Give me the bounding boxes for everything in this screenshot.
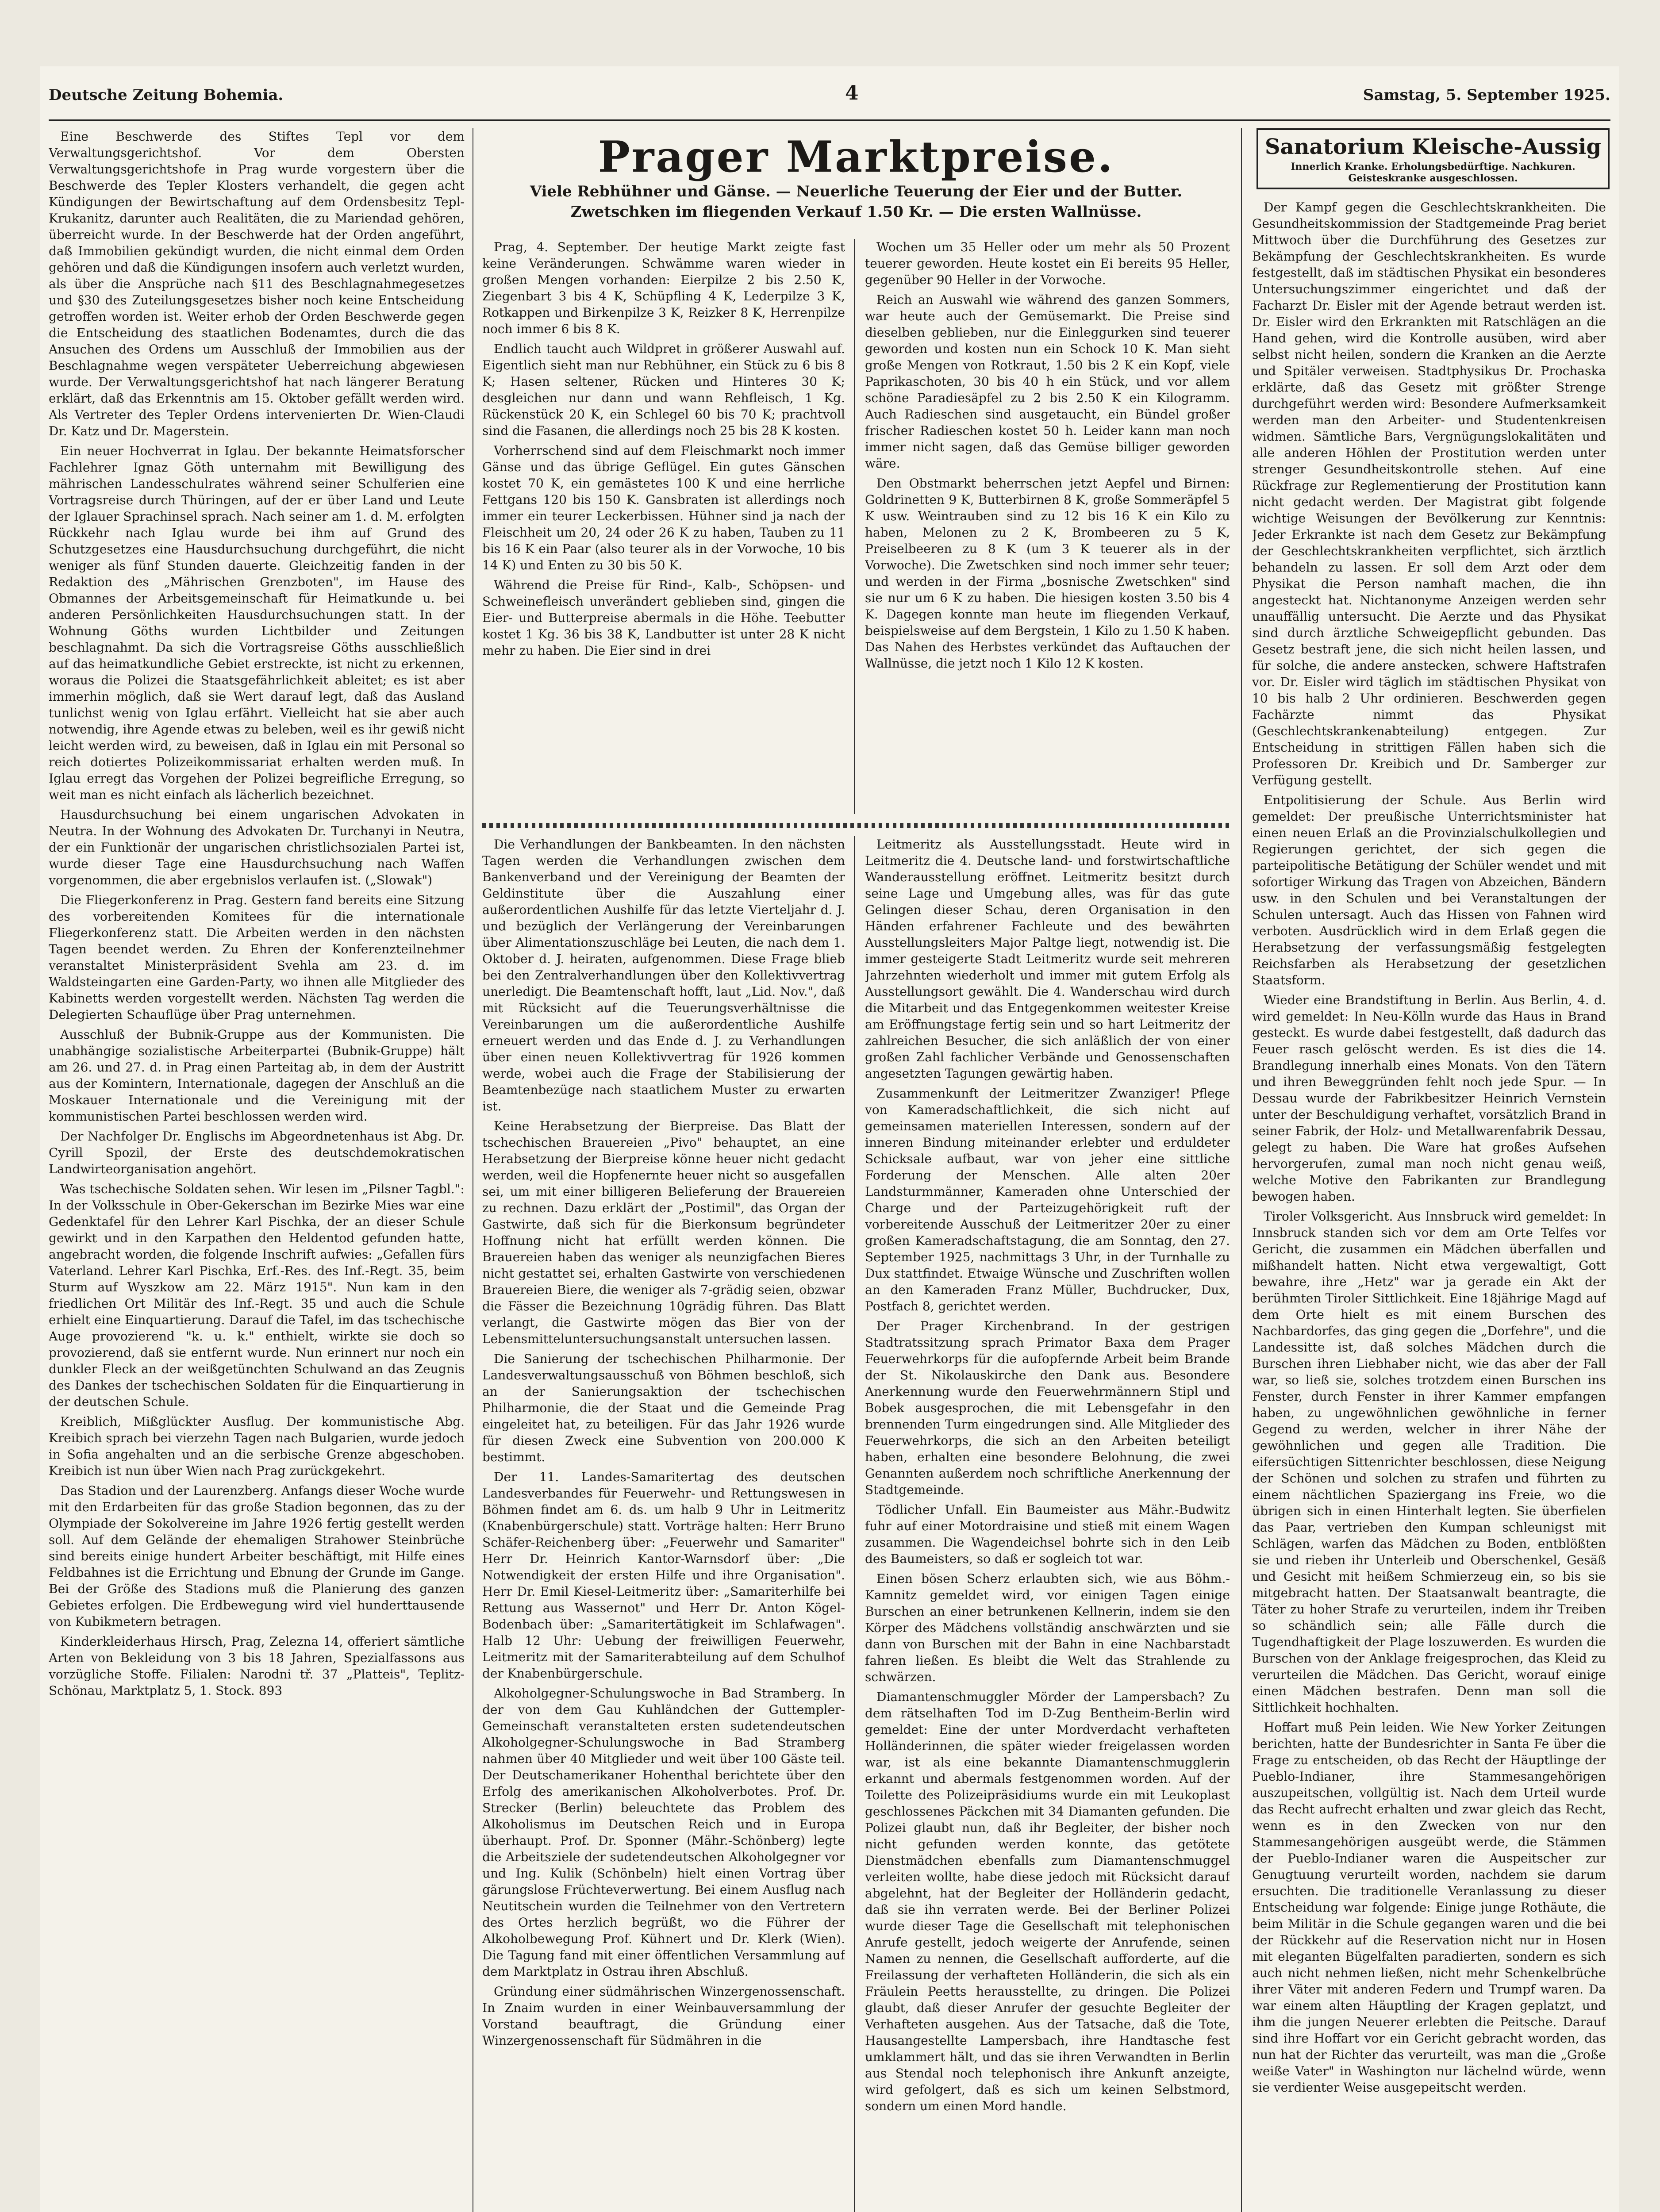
column-3-news bbox=[865, 836, 1230, 2212]
article-paragraph: Wochen um 35 Heller oder um mehr als 50 Prozent teuerer geworden. Heute kostet ein Ei bereits 95 Heller, gegenüber 90 Heller in der Vorwoche. bbox=[865, 240, 1230, 287]
article-paragraph: Die Sanierung der tschechischen Philharmonie. Der Landesverwaltungsausschuß von Böhmen beschloß, sich an der Sanierungsaktion der tschechischen Philharmonie, die der Staat und die Gemeinde Prag eingeleitet hat, zu beteiligen. Für das Jahr 1926 wurde für diesen Zweck eine Subvention von 200.000 K bestimmt. bbox=[482, 1352, 845, 1464]
article-headline bbox=[482, 133, 1230, 222]
article-paragraph: Entpolitisierung der Schule. Aus Berlin wird gemeldet: Der preußische Unterrichtsminister hat einen neuen Erlaß an die Provinzialschulkollegien und Regierungen gerichtet, der sich gegen die parteipolitische Betätigung der Schüler wendet und mit sofortiger Wirkung das Tragen von Abzeichen, Bändern usw. in den Schulen und bei Veranstaltungen der Schulen untersagt. Auch das Hissen von Fahnen wird verboten. Ausdrücklich wird in dem Erlaß gegen die Herabsetzung der verfassungsmäßig festgelegten Reichsfarben als Herabsetzung der gesetzlichen Staatsform. bbox=[1252, 793, 1606, 987]
advert-subtitle: Innerlich Kranke. Erholungsbedürftige. Nachkuren. Geisteskranke ausgeschlossen. bbox=[1291, 161, 1575, 184]
article-paragraph: Endlich taucht auch Wildpret in größerer Auswahl auf. Eigentlich sieht man nur Rebhühner, ein Stück zu 6 bis 8 K; Hasen seltener, Rücken und Hinteres 30 K; desgleichen nur dann und wann Rehfleisch, 1 Kg. Rückenstück 20 K, ein Schlegel 60 bis 70 K; prachtvoll sind die Fasanen, die allerdings noch 25 bis 28 K kosten. bbox=[482, 342, 845, 438]
paper-name: Deutsche Zeitung Bohemia. bbox=[49, 86, 284, 104]
advert-title: Sanatorium Kleische-Aussig bbox=[1264, 134, 1602, 159]
article-paragraph: Kinderkleiderhaus Hirsch, Prag, Zelezna 14, offeriert sämtliche Arten von Bekleidung von 3 bis 18 Jahren, Spezialfassons aus vorzügliche Stoffe. Filialen: Narodni tř. 37 „Platteis", Teplitz-Schönau, Marktplatz 5, 1. Stock. 893 bbox=[49, 1634, 465, 1698]
page-header bbox=[49, 82, 1610, 108]
headline-subtitle-1: Viele Rebhühner und Gänse. — Neuerliche Teuerung der Eier und der Butter. bbox=[530, 183, 1183, 200]
article-paragraph: Tödlicher Unfall. Ein Baumeister aus Mähr.-Budwitz fuhr auf einer Motordraisine und stieß mit einem Wagen zusammen. Die Wagendeichsel bohrte sich in den Leib des Baumeisters, so daß er sogleich tot war. bbox=[865, 1502, 1230, 1566]
column-3-market bbox=[865, 239, 1230, 814]
column-2-news bbox=[482, 836, 845, 2212]
article-paragraph: Wieder eine Brandstiftung in Berlin. Aus Berlin, 4. d. wird gemeldet: In Neu-Kölln wurde das Haus in Brand gesteckt. Es wurde dabei festgestellt, daß dadurch das Feuer rasch gelöscht werden. Es ist dies die 14. Brandlegung innerhalb eines Monats. Von den Tätern und ihren Beweggründen fehlt noch jede Spur. — In Dessau wurde der Fabrikbesitzer Heinrich Vernstein unter der Beschuldigung verhaftet, vorsätzlich Brand in seiner Fabrik, der Holz- und Metallwarenfabrik Dessau, gelegt zu haben. Die Ware hat großes Aufsehen hervorgerufen, zumal man noch nicht genau weiß, welche Motive den Fabrikanten zur Brandlegung bewogen haben. bbox=[1252, 993, 1606, 1204]
article-paragraph: Prag, 4. September. Der heutige Markt zeigte fast keine Veränderungen. Schwämme waren wieder in großen Mengen vorhanden: Eierpilze 2 bis 2.50 K, Ziegenbart 3 bis 4 K, Schüpfling 4 K, Lederpilze 3 K, Rotkappen und Birkenpilze 3 K, Reizker 8 K, Herrenpilze noch immer 6 bis 8 K. bbox=[482, 240, 845, 336]
article-paragraph: Während die Preise für Rind-, Kalb-, Schöpsen- und Schweinefleisch unverändert geblieben sind, gingen die Eier- und Butterpreise abermals in die Höhe. Teebutter kostet 1 Kg. 36 bis 38 K, Landbutter ist unter 28 K nicht mehr zu haben. Die Eier sind in drei bbox=[482, 578, 845, 658]
article-paragraph: Den Obstmarkt beherrschen jetzt Aepfel und Birnen: Goldrinetten 9 K, Butterbirnen 8 K, große Sommeräpfel 5 K usw. Weintrauben sind zu 12 bis 16 K ein Kilo zu haben, Melonen zu 2 K, Brombeeren zu 5 K, Preiselbeeren zu 8 K (um 3 K teuerer als in der Vorwoche). Die Zwetschken sind noch immer sehr teuer; und werden in der Firma „bosnische Zwetschken" sind sie nur um 6 K zu haben. Die hiesigen kosten 3.50 bis 4 K. Dagegen konnte man heute im fliegenden Verkauf, beispielsweise auf dem Bergstein, 1 Kilo zu 1.50 K haben. Das Nahen des Herbstes verkündet das Auftauchen der Wallnüsse, die jetzt noch 1 Kilo 12 K kosten. bbox=[865, 476, 1230, 671]
issue-date: Samstag, 5. September 1925. bbox=[1363, 86, 1610, 104]
page-number: 4 bbox=[845, 82, 859, 104]
article-paragraph: Vorherrschend sind auf dem Fleischmarkt noch immer Gänse und das übrige Geflügel. Ein gutes Gänschen kostet 70 K, ein gemästetes 100 K und eine herrliche Fettgans 120 bis 150 K. Gansbraten ist allerdings noch immer ein teurer Leckerbissen. Hühner sind ja nach der Fleischheit um 20, 24 oder 26 K zu haben, Tauben zu 11 bis 16 K ein Paar (also teurer als in der Vorwoche, 10 bis 14 K) und Enten zu 30 bis 50 K. bbox=[482, 443, 845, 572]
column-1 bbox=[49, 128, 465, 2212]
column-divider bbox=[1241, 128, 1242, 2212]
headline-subtitle-2: Zwetschken im fliegenden Verkauf 1.50 Kr. — Die ersten Wallnüsse. bbox=[570, 203, 1142, 221]
article-paragraph: Das Stadion und der Laurenzberg. Anfangs dieser Woche wurde mit den Erdarbeiten für das große Stadion begonnen, das zu der Olympiade der Sokolvereine im Jahre 1926 fertig gestellt werden soll. Auf dem Gelände der ehemaligen Strahower Steinbrüche sind bereits einige hundert Arbeiter beschäftigt, mit Hilfe eines Feldbahnes ist die Errichtung und Ebnung der Grunde im Gange. Bei der Größe des Stadions muß die Planierung des ganzen Gebietes erfolgen. Die Erdbewegung wird viel hunderttausende von Kubikmetern betragen. bbox=[49, 1483, 465, 1629]
article-paragraph: Zusammenkunft der Leitmeritzer Zwanziger! Pflege von Kameradschaftlichkeit, die sich nicht auf gemeinsamen materiellen Interessen, sondern auf der inneren Bindung miteinander erlebter und erduldeter Schicksale aufbaut, war von jeher eine sittliche Forderung der Menschen. Alle alten 20er Landsturmmänner, Kameraden ohne Unterschied der Charge und der Parteizugehörigkeit ruft der vorbereitende Ausschuß der Leitmeritzer 20er zu einer großen Kameradschaftstagung, die am Sonntag, den 27. September 1925, nachmittags 3 Uhr, in der Turnhalle zu Dux stattfindet. Etwaige Wünsche und Zuschriften wollen an den Kameraden Franz Müller, Buchdrucker, Dux, Postfach 8, gerichtet werden. bbox=[865, 1086, 1230, 1313]
article-paragraph: Die Fliegerkonferenz in Prag. Gestern fand bereits eine Sitzung des vorbereitenden Komitees für die internationale Fliegerkonferenz statt. Die Arbeiten werden in den nächsten Tagen beendet werden. Zu Ehren der Konferenzteilnehmer veranstaltet Ministerpräsident Svehla am 23. d. im Waldsteingarten eine Garden-Party, wo ihnen alle Mitglieder des Kabinetts werden vorgestellt werden. Nächsten Tag werden die Delegierten Schauflüge über Prag unternehmen. bbox=[49, 893, 465, 1022]
column-divider bbox=[854, 239, 855, 814]
article-paragraph: Der 11. Landes-Samaritertag des deutschen Landesverbandes für Feuerwehr- und Rettungswesen in Böhmen findet am 6. ds. um halb 9 Uhr in Leitmeritz (Knabenbürgerschule) statt. Vorträge halten: Herr Bruno Schäfer-Reichenberg über: „Feuerwehr und Samariter" Herr Dr. Heinrich Kantor-Warnsdorf über: „Die Notwendigkeit der ersten Hilfe und ihre Organisation". Herr Dr. Emil Kiesel-Leitmeritz über: „Samariterhilfe bei Rettung aus Wassernot" und Herr Dr. Anton Kögel-Bodenbach über: „Samaritertätigkeit im Schlafwagen". Halb 12 Uhr: Uebung der freiwilligen Feuerwehr, Leitmeritz mit der Samariterabteilung auf dem Schulhof der Knabenbürgerschule. bbox=[482, 1470, 845, 1681]
article-paragraph: Tiroler Volksgericht. Aus Innsbruck wird gemeldet: In Innsbruck standen sich vor dem am Orte Telfes vor Gericht, die zusammen ein Mädchen überfallen und mißhandelt hatten. Nicht etwa vergewaltigt, Gott bewahre, ihre „Hetz" war ja gerade ein Akt der berühmten Tiroler Sittlichkeit. Eine 18jährige Magd auf dem Orte hielt es mit einem Burschen des Nachbardorfes, das ging gegen die „Dorfehre", und die Landessitte ist, daß solches Mädchen durch die Burschen ihren Liebhaber nicht, wie das aber der Fall war, so ließ sie, solches trotzdem einen Burschen ins Fenster, durch Fenster in ihrer Kammer empfangen haben, zu ungewöhnlichen gewöhnliche in ferner Gegend zu werden, welcher in ihrer Nähe der gewöhnlichen und gegen alle Tradition. Die eifersüchtigen Sittenrichter beschlossen, diese Neigung der Schönen und solchen zu strafen und führten zu einem nächtlichen Spaziergang ins Freie, wo die übrigen sich in einen Hinterhalt legten. Sie überfielen das Paar, vertrieben den Kumpan schleunigst mit Schlägen, warfen das Mädchen zu Boden, entblößten sie und rieben ihr Unterleib und Oberschenkel, Gesäß und Gesicht mit heißem Schmierzeug ein, so bis sie mitgebracht hatten. Der Staatsanwalt beantragte, die Täter zu hoher Strafe zu verurteilen, indem ihr Treiben so schändlich sein; alle Fälle durch die Tugendhaftigkeit der Plage loszuwerden. Es wurden die Burschen von der Anklage freigesprochen, das Kleid zu verurteilen die Mädchen. Das Gericht, worauf einige einen Mädchen bestrafen. Denn man soll die Sittlichkeit hochhalten. bbox=[1252, 1209, 1606, 1715]
article-paragraph: Diamantenschmuggler Mörder der Lampersbach? Zu dem rätselhaften Tod im D-Zug Bentheim-Berlin wird gemeldet: Eine der unter Mordverdacht verhafteten Holländerinnen, die später wieder freigelassen worden war, ist als eine bekannte Diamantenschmugglerin erkannt und abermals festgenommen worden. Auf der Toilette des Polizeipräsidiums wurde ein mit Leukoplast geschlossenes Päckchen mit 34 Diamanten gefunden. Die Polizei glaubt nun, daß ihr Begleiter, der bisher noch nicht gefunden werden konnte, das getötete Dienstmädchen ebenfalls zum Diamantenschmuggel verleiten wollte, habe diese jedoch mit Rücksicht darauf abgelehnt, hat der Begleiter der Holländerin gedacht, daß sie ihn verraten werde. Bei der Berliner Polizei wurde dieser Tage die Gesellschaft mit telephonischen Anrufe gestellt, jedoch weigerte der Anrufende, seinen Namen zu nennen, die Gesellschaft aufforderte, auf die Freilassung der verhafteten Holländerin, die sich als ein Fräulein Peetts herausstellte, zu dringen. Die Polizei glaubt, daß dieser Anrufer der gesuchte Begleiter der Verhafteten ausgehen. Aus der Tatsache, daß die Tote, Hausangestellte Lampersbach, ihre Handtasche fest umklammert hält, und das sie ihren Verwandten in Berlin aus Stendal noch telephonisch ihre Ankunft anzeigte, wird gefolgert, daß es sich um keinen Selbstmord, sondern um einen Mord handle. bbox=[865, 1690, 1230, 2113]
article-paragraph: Der Nachfolger Dr. Englischs im Abgeordnetenhaus ist Abg. Dr. Cyrill Spozil, der Erste des deutschdemokratischen Landwirteorganisation angehört. bbox=[49, 1129, 465, 1176]
column-4 bbox=[1252, 199, 1606, 2212]
sanatorium-advert bbox=[1257, 128, 1610, 189]
column-2-market bbox=[482, 239, 845, 814]
article-paragraph: Was tschechische Soldaten sehen. Wir lesen im „Pilsner Tagbl.": In der Volksschule in Ober-Gekerschan im Bezirke Mies war eine Gedenktafel für den Lehrer Karl Pischka, der an dieser Schule gewirkt und in den Karpathen den Heldentod gefunden hatte, angebracht worden, die folgende Inschrift aufwies: „Gefallen fürs Vaterland. Lehrer Karl Pischka, Erf.-Res. des Inf.-Regt. 35, beim Sturm auf Wyszkow am 22. März 1915". Nun kam in den friedlichen Ort Militär des Inf.-Regt. 35 und auch die Schule erhielt eine Einquartierung. Darauf die Tafel, im das tschechische Auge provozierend "k. u. k." enthielt, wirkte sie doch so provozierend, daß sie entfernt wurde. Nun erinnert nur noch ein dunkler Fleck an der weißgetünchten Schulwand an das Zeugnis des Dankes der tschechischen Soldaten für die Einquartierung in der deutschen Schule. bbox=[49, 1182, 465, 1409]
article-paragraph: Der Kampf gegen die Geschlechtskrankheiten. Die Gesundheitskommission der Stadtgemeinde Prag beriet Mittwoch über die Durchführung des Gesetzes zur Bekämpfung der Geschlechtskrankheiten. Es wurde festgestellt, daß im städtischen Physikat ein besonderes Untersuchungszimmer eingerichtet und daß der Facharzt Dr. Eisler mit der Agende betraut werden ist. Dr. Eisler wird den Erkrankten mit Ratschlägen an die Hand gehen, wird die Kontrolle ausüben, wird aber selbst nicht heilen, sondern die Kranken an die Aerzte und Spitäler verweisen. Stadtphysikus Dr. Prochaska erklärte, daß das Gesetz mit größter Strenge durchgeführt werden wird: Besondere Aufmerksamkeit werden man den Arbeiter- und Studentenkreisen widmen. Sämtliche Bars, Vergnügungslokalitäten und alle anderen Höhlen der Prostitution werden unter strenger Gesundheitskontrolle stehen. Auf eine Rückfrage zur Reglementierung der Prostitution kann nicht gedacht werden. Der Magistrat gibt folgende wichtige Weisungen der Bevölkerung zur Kenntnis: Jeder Erkrankte ist nach dem Gesetz zur Bekämpfung der Geschlechtskrankheiten verpflichtet, sich ärztlich behandeln zu lassen. Er soll dem Arzt oder dem Physikat die Person namhaft machen, die ihn angesteckt hat. Nichtanonyme Anzeigen werden sehr unauffällig untersucht. Die Aerzte und das Physikat sind durch ärztliche Schweigepflicht gebunden. Das Gesetz bestraft jene, die sich nicht heilen lassen, und für solche, die andere anstecken, schwere Haftstrafen vor. Dr. Eisler wird täglich im städtischen Physikat von 10 bis halb 2 Uhr ordinieren. Beschwerden gegen Fachärzte nimmt das Physikat (Geschlechtskrankenabteilung) entgegen. Zur Entscheidung in strittigen Fällen haben sich die Professoren Dr. Kreibich und Dr. Samberger zur Verfügung gestellt. bbox=[1252, 200, 1606, 787]
headline-title: Prager Marktpreise. bbox=[598, 132, 1114, 182]
article-paragraph: Einen bösen Scherz erlaubten sich, wie aus Böhm.-Kamnitz gemeldet wird, vor einigen Tagen einige Burschen an einer betrunkenen Kellnerin, indem sie den Körper des Mädchens vollständig anschwärzten und sie dann von Burschen mit der Bahn in eine Nachbarstadt fahren ließen. Es bleibt die Welt das Strahlende zu schwärzen. bbox=[865, 1571, 1230, 1684]
article-paragraph: Leitmeritz als Ausstellungsstadt. Heute wird in Leitmeritz die 4. Deutsche land- und forstwirtschaftliche Wanderausstellung eröffnet. Leitmeritz besitzt durch seine Lage und Umgebung alles, was für das gute Gelingen dieser Schau, deren Organisation in den Händen erfahrener Fachleute und des bewährten Ausstellungsleiters Major Paltge liegt, notwendig ist. Die immer gesteigerte Stadt Leitmeritz wurde seit mehreren Jahrzehnten wiederholt und immer mit gutem Erfolg als Ausstellungsort gewählt. Die 4. Wanderschau wird durch die Mitarbeit und das Entgegenkommen weitester Kreise am Eröffnungstage fertig sein und so hart Leitmeritz der zahlreichen Besucher, die sich anläßlich der von einer großen Zahl fachlicher Verbände und Genossenschaften angesetzten Tagungen gewärtig haben. bbox=[865, 837, 1230, 1081]
header-rule bbox=[49, 119, 1610, 121]
article-paragraph: Gründung einer südmährischen Winzergenossenschaft. In Znaim wurden in einer Weinbauversammlung der Vorstand beauftragt, die Gründung einer Winzergenossenschaft für Südmähren in die bbox=[482, 1984, 845, 2048]
article-paragraph: Eine Beschwerde des Stiftes Tepl vor dem Verwaltungsgerichtshof. Vor dem Obersten Verwaltungsgerichtshofe in Prag wurde vorgestern über die Beschwerde des Tepler Klosters verhandelt, die gegen acht Kündigungen der Bewirtschaftung auf dem Ordensbesitz Tepl-Krukanitz, darunter auch Realitäten, die zu Mariendad gehören, überreicht wurde. In der Beschwerde hat der Orden angeführt, daß Immobilien gekündigt wurden, die nicht einmal dem Orden gehören und daß die Kündigungen insofern auch verletzt wurden, als über die Ansprüche nach §11 des Beschlagnahmegesetzes und §30 des Zuteilungsgesetzes bisher noch keine Entscheidung getroffen worden ist. Weiter erhob der Orden Beschwerde gegen die Entscheidung des staatlichen Bodenamtes, durch die das Ansuchen des Ordens um Ausschluß der Immobilien aus der Beschlagnahme wegen verspäteter Ueberreichung abgewiesen wurde. Der Verwaltungsgerichtshof hat nach längerer Beratung erklärt, daß das Erkenntnis am 15. Oktober gefällt werden wird. Als Vertreter des Tepler Ordens intervenierten Dr. Wien-Claudi Dr. Katz und Dr. Magerstein. bbox=[49, 129, 465, 438]
article-paragraph: Keine Herabsetzung der Bierpreise. Das Blatt der tschechischen Brauereien „Pivo" behauptet, an eine Herabsetzung der Bierpreise könne heuer nicht gedacht werden, weil die Hopfenernte heuer nicht so ausgefallen sei, um mit einer billigeren Belieferung der Brauereien zu rechnen. Dazu erklärt der „Postimil", das Organ der Gastwirte, daß sich für die Bierkonsum begründeter Hoffnung nicht hat erfüllt werden können. Die Brauereien haben das weniger als neunzigfachen Bieres nicht gestattet sei, erhalten Gastwirte von verschiedenen Brauereien Biere, die weniger als 7-grädig seien, obzwar die Fässer die Bezeichnung 10grädig führen. Das Blatt verlangt, die Gastwirte mögen das Bier von der Lebensmitteluntersuchungsanstalt untersuchen lassen. bbox=[482, 1119, 845, 1346]
article-paragraph: Alkoholgegner-Schulungswoche in Bad Stramberg. In der von dem Gau Kuhländchen der Guttempler-Gemeinschaft veranstalteten ersten sudetendeutschen Alkoholgegner-Schulungswoche in Bad Stramberg nahmen über 40 Mitglieder und weit über 100 Gäste teil. Der Deutschamerikaner Hohenthal berichtete über den Erfolg des amerikanischen Alkoholverbotes. Prof. Dr. Strecker (Berlin) beleuchtete das Problem des Alkoholismus im Deutschen Reich und in Europa überhaupt. Prof. Dr. Sponner (Mähr.-Schönberg) legte die Arbeitsziele der sudetendeutschen Alkoholgegner vor und Ing. Kulik (Schönbeln) hielt einen Vortrag über gärungslose Früchteverwertung. Bei einem Ausflug nach Neutitschein wurden die Teilnehmer von den Vertretern des Ortes herzlich begrüßt, wo die Führer der Alkoholbewegung Prof. Kühnert und Dr. Klerk (Wien). Die Tagung fand mit einer öffentlichen Versammlung auf dem Marktplatz in Ostrau ihren Abschluß. bbox=[482, 1686, 845, 1979]
article-paragraph: Hausdurchsuchung bei einem ungarischen Advokaten in Neutra. In der Wohnung des Advokaten Dr. Turchanyi in Neutra, der ein Funktionär der ungarischen christlichsozialen Partei ist, wurde dieser Tage eine Hausdurchsuchung nach Waffen vorgenommen, die aber ergebnislos verlaufen ist. („Slowak") bbox=[49, 807, 465, 887]
article-paragraph: Die Verhandlungen der Bankbeamten. In den nächsten Tagen werden die Verhandlungen zwischen dem Bankenverband und der Vereinigung der Beamten der Geldinstitute über die Auszahlung einer außerordentlichen Aushilfe für das letzte Vierteljahr d. J. und bezüglich der Verlängerung der Vereinbarungen über Alimentationszuschläge bei Leuten, die nach dem 1. Oktober d. J. heiraten, aufgenommen. Diese Frage blieb bei den Zentralverhandlungen über den Kollektivvertrag unerledigt. Die Beamtenschaft hofft, laut „Lid. Nov.", daß mit Rücksicht auf die Teuerungsverhältnisse die Vereinbarungen um die außerordentliche Aushilfe erneuert werden und das Ende d. J. zu Verhandlungen über einen neuen Kollektivvertrag für 1926 kommen werde, wobei auch die Frage der Stabilisierung der Beamtenbezüge nach staatlichem Muster zu erwarten ist. bbox=[482, 837, 845, 1114]
article-paragraph: Kreiblich, Mißglückter Ausflug. Der kommunistische Abg. Kreibich sprach bei vierzehn Tagen nach Bulgarien, wurde jedoch in Sofia angehalten und an die serbische Grenze abgeschoben. Kreibich ist nun über Wien nach Prag zurückgekehrt. bbox=[49, 1414, 465, 1478]
article-paragraph: Hoffart muß Pein leiden. Wie New Yorker Zeitungen berichten, hatte der Bundesrichter in Santa Fe über die Frage zu entscheiden, ob das Recht der Häuptlinge der Pueblo-Indianer, ihre Stammesangehörigen auszupeitschen, vollgültig ist. Nach dem Urteil wurde das Recht aufrecht erhalten und zwar gleich das Recht, wenn es in den Zwecken von nur den Stammesangehörigen ausgeübt werde, die Stämmen der Pueblo-Indianer waren die Auspeitscher zur Genugtuung verurteilt worden, nachdem sie darum ersuchten. Die traditionelle Veranlassung zu dieser Entscheidung war folgende: Einige junge Rothäute, die beim Militär in die Schule gegangen waren und die bei der Rückkehr auf die Reservation nicht nur in Hosen mit eleganten Bügelfalten paradierten, sondern es sich auch nicht nehmen ließen, nicht mehr Schenkelbrüche ihrer Väter mit anderen Federn und Trumpf waren. Da war einem alten Häuptling der Kragen geplatzt, und ihm die jungen Neuerer erlebten die Peitsche. Darauf sind ihre Hoffart vor ein Gericht gebracht worden, das nun hat der Richter das verurteilt, was man die „Große weiße Vater" in Washington nur lächelnd würde, wenn sie verdienter Weise ausgepeitscht werden. bbox=[1252, 1720, 1606, 2095]
article-paragraph: Ein neuer Hochverrat in Iglau. Der bekannte Heimatsforscher Fachlehrer Ignaz Göth unternahm mit Bewilligung des mährischen Landesschulrates während seiner Schulferien eine Vortragsreise durch Thüringen, auf der er über Land und Leute der Iglauer Sprachinsel sprach. Nach seiner am 1. d. M. erfolgten Rückkehr nach Iglau wurde bei ihm auf Grund des Schutzgesetzes eine Hausdurchsuchung durchgeführt, die nicht weniger als fünf Stunden dauerte. Gleichzeitig fanden in der Redaktion des „Mährischen Grenzboten", im Hause des Obmannes der Arbeitsgemeinschaft für Heimatkunde u. bei anderen Persönlichkeiten Hausdurchsuchungen statt. In der Wohnung Göths wurden Lichtbilder und Zeitungen beschlagnahmt. Da sich die Vortragsreise Göths ausschließlich auf das heimatkundliche Gebiet erstreckte, ist nicht zu erkennen, woraus die Polizei die Staatsgefährlichkeit ableitet; es ist aber immerhin möglich, daß sie Wert darauf legt, daß das Ausland tunlichst wenig von Iglau erfährt. Vielleicht hat sie aber auch notwendig, ihre Agende etwas zu beleben, weil es ihr gewiß nicht leicht werden wird, zu beweisen, daß in Iglau ein mit Personal so reich dotiertes Polizeikommissariat erhalten werden muß. In Iglau erregt das Vorgehen der Polizei begreifliche Erregung, so weit man es nicht einfach als lächerlich bezeichnet. bbox=[49, 444, 465, 802]
column-divider bbox=[854, 836, 855, 2212]
article-paragraph: Der Prager Kirchenbrand. In der gestrigen Stadtratssitzung sprach Primator Baxa dem Prager Feuerwehrkorps für die aufopfernde Arbeit beim Brande der St. Nikolauskirche den Dank aus. Besondere Anerkennung wurde den Feuerwehrmännern Stipl und Bobek ausgesprochen, die mit Lebensgefahr in den brennenden Turm eingedrungen sind. Alle Mitglieder des Feuerwehrkorps, die sich an den Arbeiten beteiligt haben, erhalten eine besondere Belohnung, die zwei Genannten außerdem noch schriftliche Anerkennung der Stadtgemeinde. bbox=[865, 1319, 1230, 1497]
section-divider bbox=[482, 823, 1230, 828]
article-paragraph: Ausschluß der Bubnik-Gruppe aus der Kommunisten. Die unabhängige sozialistische Arbeiterpartei (Bubnik-Gruppe) hält am 26. und 27. d. in Prag einen Parteitag ab, in dem der Austritt aus der Komintern, Internationale, dagegen der Anschluß an die Moskauer Internationale und die Vereinigung mit der kommunistischen Partei beschlossen werden wird. bbox=[49, 1027, 465, 1124]
article-paragraph: Reich an Auswahl wie während des ganzen Sommers, war heute auch der Gemüsemarkt. Die Preise sind dieselben geblieben, nur die Einleggurken sind teuerer geworden und kosten nun ein Schock 10 K. Man sieht große Mengen von Rotkraut, 1.50 bis 2 K ein Kopf, viele Paprikaschoten, 30 bis 40 h ein Stück, und vor allem schöne Paradiesäpfel zu 2 bis 2.50 K ein Kilogramm. Auch Radieschen sind ausgetaucht, ein Bündel großer frischer Radieschen kostet 50 h. Leider kann man noch immer nicht sagen, daß das Gemüse billiger geworden wäre. bbox=[865, 292, 1230, 471]
